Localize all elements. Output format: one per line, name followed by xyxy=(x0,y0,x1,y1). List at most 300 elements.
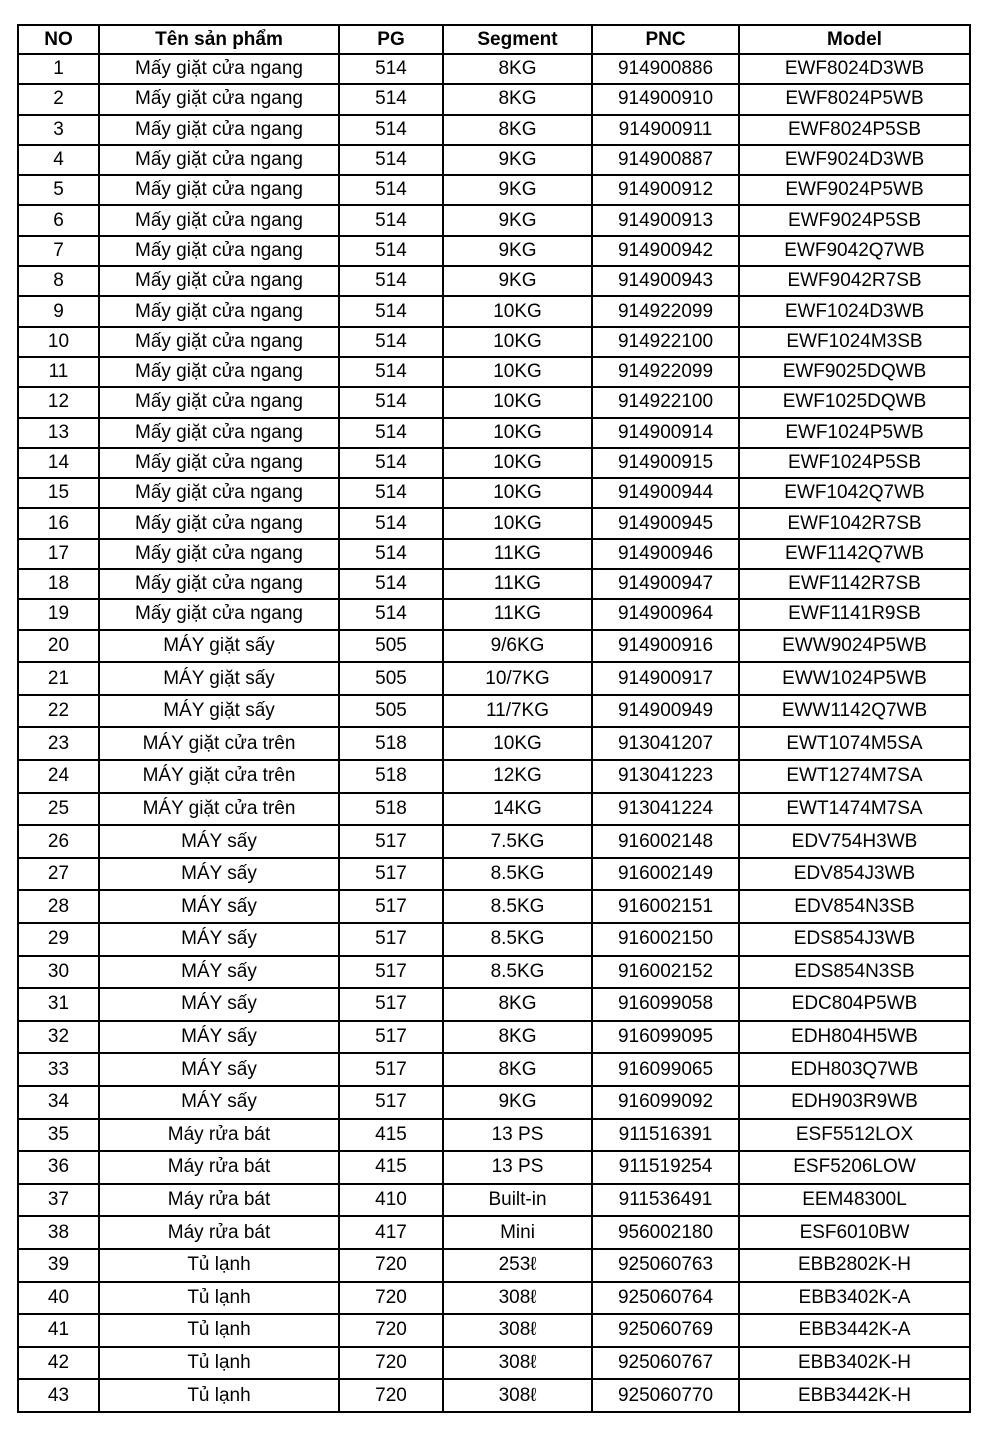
cell-pg: 514 xyxy=(339,418,443,448)
table-row xyxy=(18,923,970,956)
cell-pnc: 916002149 xyxy=(592,858,739,891)
cell-model: EWT1074M5SA xyxy=(739,727,970,760)
cell-model: EDS854N3SB xyxy=(739,956,970,989)
cell-no: 42 xyxy=(18,1347,99,1380)
cell-pnc: 916099058 xyxy=(592,988,739,1021)
cell-pg: 514 xyxy=(339,448,443,478)
cell-no: 20 xyxy=(18,630,99,663)
cell-segment: 10KG xyxy=(443,727,592,760)
table-row xyxy=(18,115,970,145)
cell-no: 34 xyxy=(18,1086,99,1119)
cell-pg: 514 xyxy=(339,145,443,175)
table-row xyxy=(18,1216,970,1249)
table-row xyxy=(18,599,970,629)
cell-pnc: 925060769 xyxy=(592,1314,739,1347)
cell-product-name: Mấy giặt cửa ngang xyxy=(99,539,339,569)
cell-segment: 10KG xyxy=(443,327,592,357)
cell-segment: 10KG xyxy=(443,387,592,417)
table-row xyxy=(18,727,970,760)
table-row xyxy=(18,1053,970,1086)
cell-pg: 505 xyxy=(339,630,443,663)
table-row xyxy=(18,858,970,891)
cell-no: 16 xyxy=(18,508,99,538)
cell-pg: 720 xyxy=(339,1282,443,1315)
header-model: Model xyxy=(739,25,970,54)
cell-model: EWF9042Q7WB xyxy=(739,236,970,266)
cell-segment: 10/7KG xyxy=(443,662,592,695)
cell-product-name: MÁY sấy xyxy=(99,1053,339,1086)
cell-pnc: 914922100 xyxy=(592,387,739,417)
header-row xyxy=(18,25,970,54)
cell-segment: Built-in xyxy=(443,1184,592,1217)
cell-pg: 720 xyxy=(339,1379,443,1412)
cell-no: 39 xyxy=(18,1249,99,1282)
cell-model: EWF9024P5WB xyxy=(739,175,970,205)
cell-segment: 8KG xyxy=(443,1053,592,1086)
cell-pnc: 925060763 xyxy=(592,1249,739,1282)
cell-no: 18 xyxy=(18,569,99,599)
cell-no: 12 xyxy=(18,387,99,417)
cell-model: EDC804P5WB xyxy=(739,988,970,1021)
table-row xyxy=(18,54,970,84)
table-row xyxy=(18,630,970,663)
cell-pnc: 914900916 xyxy=(592,630,739,663)
cell-pnc: 916099065 xyxy=(592,1053,739,1086)
cell-model: EWF9025DQWB xyxy=(739,357,970,387)
cell-product-name: MÁY sấy xyxy=(99,858,339,891)
table-row xyxy=(18,1347,970,1380)
cell-segment: 8.5KG xyxy=(443,956,592,989)
cell-pg: 517 xyxy=(339,956,443,989)
cell-model: EDV854N3SB xyxy=(739,890,970,923)
cell-product-name: Mấy giặt cửa ngang xyxy=(99,508,339,538)
cell-pnc: 956002180 xyxy=(592,1216,739,1249)
cell-no: 43 xyxy=(18,1379,99,1412)
cell-product-name: Mấy giặt cửa ngang xyxy=(99,418,339,448)
cell-pg: 517 xyxy=(339,923,443,956)
cell-pg: 410 xyxy=(339,1184,443,1217)
cell-segment: 308ℓ xyxy=(443,1314,592,1347)
cell-product-name: Mấy giặt cửa ngang xyxy=(99,145,339,175)
cell-model: EWF1142R7SB xyxy=(739,569,970,599)
cell-pg: 517 xyxy=(339,858,443,891)
table-row xyxy=(18,327,970,357)
cell-pnc: 914900915 xyxy=(592,448,739,478)
table-row xyxy=(18,662,970,695)
cell-segment: 9KG xyxy=(443,145,592,175)
cell-product-name: MÁY giặt sấy xyxy=(99,630,339,663)
cell-segment: 8.5KG xyxy=(443,858,592,891)
cell-pnc: 914900947 xyxy=(592,569,739,599)
cell-product-name: MÁY giặt sấy xyxy=(99,695,339,728)
cell-product-name: MÁY giặt sấy xyxy=(99,662,339,695)
cell-pg: 514 xyxy=(339,54,443,84)
cell-pnc: 914900964 xyxy=(592,599,739,629)
cell-model: EBB3402K-A xyxy=(739,1282,970,1315)
cell-no: 21 xyxy=(18,662,99,695)
cell-product-name: Mấy giặt cửa ngang xyxy=(99,387,339,417)
cell-pg: 514 xyxy=(339,478,443,508)
cell-model: EDH803Q7WB xyxy=(739,1053,970,1086)
cell-segment: 11KG xyxy=(443,569,592,599)
cell-model: EWT1274M7SA xyxy=(739,760,970,793)
cell-model: EWW1024P5WB xyxy=(739,662,970,695)
cell-model: ESF5206LOW xyxy=(739,1151,970,1184)
cell-product-name: MÁY giặt cửa trên xyxy=(99,793,339,826)
cell-product-name: Tủ lạnh xyxy=(99,1347,339,1380)
table-row xyxy=(18,448,970,478)
cell-no: 41 xyxy=(18,1314,99,1347)
cell-pnc: 913041223 xyxy=(592,760,739,793)
cell-no: 37 xyxy=(18,1184,99,1217)
cell-product-name: Mấy giặt cửa ngang xyxy=(99,357,339,387)
cell-segment: 9KG xyxy=(443,1086,592,1119)
cell-pg: 720 xyxy=(339,1347,443,1380)
cell-product-name: Mấy giặt cửa ngang xyxy=(99,115,339,145)
cell-pg: 514 xyxy=(339,115,443,145)
cell-segment: 9KG xyxy=(443,236,592,266)
cell-segment: 12KG xyxy=(443,760,592,793)
cell-no: 32 xyxy=(18,1021,99,1054)
table-row xyxy=(18,1314,970,1347)
table-row xyxy=(18,760,970,793)
cell-pg: 514 xyxy=(339,508,443,538)
cell-segment: 8.5KG xyxy=(443,923,592,956)
cell-pg: 514 xyxy=(339,175,443,205)
cell-product-name: MÁY sấy xyxy=(99,988,339,1021)
cell-pnc: 914900945 xyxy=(592,508,739,538)
table-row xyxy=(18,478,970,508)
cell-no: 3 xyxy=(18,115,99,145)
cell-segment: 308ℓ xyxy=(443,1347,592,1380)
cell-model: EDV854J3WB xyxy=(739,858,970,891)
cell-pg: 517 xyxy=(339,890,443,923)
cell-no: 24 xyxy=(18,760,99,793)
table-row xyxy=(18,825,970,858)
cell-no: 4 xyxy=(18,145,99,175)
cell-pnc: 916002148 xyxy=(592,825,739,858)
table-row xyxy=(18,236,970,266)
cell-pg: 415 xyxy=(339,1151,443,1184)
table-row xyxy=(18,296,970,326)
cell-segment: 10KG xyxy=(443,418,592,448)
cell-product-name: Máy rửa bát xyxy=(99,1216,339,1249)
cell-no: 14 xyxy=(18,448,99,478)
cell-model: EWF1142Q7WB xyxy=(739,539,970,569)
cell-pnc: 913041224 xyxy=(592,793,739,826)
cell-pnc: 913041207 xyxy=(592,727,739,760)
cell-pnc: 914900914 xyxy=(592,418,739,448)
cell-pnc: 914922100 xyxy=(592,327,739,357)
cell-no: 36 xyxy=(18,1151,99,1184)
header-segment: Segment xyxy=(443,25,592,54)
cell-product-name: Mấy giặt cửa ngang xyxy=(99,266,339,296)
cell-pg: 517 xyxy=(339,1086,443,1119)
cell-no: 30 xyxy=(18,956,99,989)
table-row xyxy=(18,1379,970,1412)
cell-segment: 11KG xyxy=(443,599,592,629)
cell-segment: 8KG xyxy=(443,988,592,1021)
table-row xyxy=(18,539,970,569)
cell-pg: 517 xyxy=(339,825,443,858)
table-row xyxy=(18,1249,970,1282)
cell-product-name: Mấy giặt cửa ngang xyxy=(99,84,339,114)
cell-segment: 10KG xyxy=(443,296,592,326)
table-row xyxy=(18,988,970,1021)
cell-pnc: 911536491 xyxy=(592,1184,739,1217)
cell-pg: 518 xyxy=(339,793,443,826)
cell-no: 8 xyxy=(18,266,99,296)
cell-product-name: Mấy giặt cửa ngang xyxy=(99,448,339,478)
cell-no: 40 xyxy=(18,1282,99,1315)
cell-product-name: Mấy giặt cửa ngang xyxy=(99,327,339,357)
table-body xyxy=(18,54,970,1412)
cell-pnc: 914900886 xyxy=(592,54,739,84)
table-row xyxy=(18,1119,970,1152)
cell-product-name: MÁY giặt cửa trên xyxy=(99,760,339,793)
cell-model: EBB3402K-H xyxy=(739,1347,970,1380)
cell-pnc: 914900887 xyxy=(592,145,739,175)
cell-product-name: Tủ lạnh xyxy=(99,1314,339,1347)
cell-segment: 14KG xyxy=(443,793,592,826)
cell-segment: 7.5KG xyxy=(443,825,592,858)
cell-model: ESF6010BW xyxy=(739,1216,970,1249)
cell-pnc: 914900944 xyxy=(592,478,739,508)
table-row xyxy=(18,793,970,826)
cell-no: 1 xyxy=(18,54,99,84)
cell-no: 13 xyxy=(18,418,99,448)
cell-no: 22 xyxy=(18,695,99,728)
cell-pg: 518 xyxy=(339,727,443,760)
cell-no: 15 xyxy=(18,478,99,508)
cell-no: 6 xyxy=(18,205,99,235)
cell-segment: 8.5KG xyxy=(443,890,592,923)
cell-product-name: MÁY sấy xyxy=(99,956,339,989)
cell-segment: 11KG xyxy=(443,539,592,569)
table-row xyxy=(18,1086,970,1119)
cell-pnc: 916002150 xyxy=(592,923,739,956)
cell-model: EDH903R9WB xyxy=(739,1086,970,1119)
cell-pg: 514 xyxy=(339,296,443,326)
cell-no: 19 xyxy=(18,599,99,629)
cell-product-name: Máy rửa bát xyxy=(99,1184,339,1217)
table-row xyxy=(18,890,970,923)
cell-segment: 13 PS xyxy=(443,1151,592,1184)
cell-pg: 514 xyxy=(339,266,443,296)
cell-pnc: 916099092 xyxy=(592,1086,739,1119)
cell-no: 7 xyxy=(18,236,99,266)
cell-pnc: 914900913 xyxy=(592,205,739,235)
cell-segment: 8KG xyxy=(443,1021,592,1054)
cell-segment: 10KG xyxy=(443,357,592,387)
cell-model: ESF5512LOX xyxy=(739,1119,970,1152)
cell-model: EWF9024P5SB xyxy=(739,205,970,235)
header-pg: PG xyxy=(339,25,443,54)
cell-no: 27 xyxy=(18,858,99,891)
cell-segment: 308ℓ xyxy=(443,1282,592,1315)
cell-product-name: Máy rửa bát xyxy=(99,1119,339,1152)
cell-pg: 417 xyxy=(339,1216,443,1249)
cell-pnc: 916099095 xyxy=(592,1021,739,1054)
cell-model: EWF8024P5SB xyxy=(739,115,970,145)
cell-pnc: 914900942 xyxy=(592,236,739,266)
table-row xyxy=(18,205,970,235)
cell-no: 9 xyxy=(18,296,99,326)
cell-segment: Mini xyxy=(443,1216,592,1249)
cell-pg: 514 xyxy=(339,569,443,599)
cell-pnc: 914900943 xyxy=(592,266,739,296)
cell-pg: 514 xyxy=(339,236,443,266)
cell-model: EBB3442K-H xyxy=(739,1379,970,1412)
cell-model: EBB2802K-H xyxy=(739,1249,970,1282)
cell-pnc: 925060764 xyxy=(592,1282,739,1315)
cell-segment: 10KG xyxy=(443,508,592,538)
cell-model: EDV754H3WB xyxy=(739,825,970,858)
cell-model: EWF1042Q7WB xyxy=(739,478,970,508)
cell-product-name: Mấy giặt cửa ngang xyxy=(99,175,339,205)
table-row xyxy=(18,357,970,387)
table-row xyxy=(18,695,970,728)
cell-model: EDH804H5WB xyxy=(739,1021,970,1054)
product-table xyxy=(17,24,971,1413)
cell-segment: 9KG xyxy=(443,175,592,205)
cell-segment: 9KG xyxy=(443,266,592,296)
cell-pg: 514 xyxy=(339,599,443,629)
cell-pg: 518 xyxy=(339,760,443,793)
cell-segment: 11/7KG xyxy=(443,695,592,728)
cell-no: 25 xyxy=(18,793,99,826)
cell-pnc: 911519254 xyxy=(592,1151,739,1184)
cell-product-name: MÁY sấy xyxy=(99,923,339,956)
cell-pg: 415 xyxy=(339,1119,443,1152)
cell-product-name: Mấy giặt cửa ngang xyxy=(99,236,339,266)
table-row xyxy=(18,84,970,114)
cell-pg: 514 xyxy=(339,84,443,114)
cell-model: EWF1042R7SB xyxy=(739,508,970,538)
cell-model: EWF1141R9SB xyxy=(739,599,970,629)
cell-no: 38 xyxy=(18,1216,99,1249)
cell-segment: 308ℓ xyxy=(443,1379,592,1412)
cell-pnc: 914900949 xyxy=(592,695,739,728)
table-row xyxy=(18,1282,970,1315)
cell-segment: 9/6KG xyxy=(443,630,592,663)
cell-product-name: Mấy giặt cửa ngang xyxy=(99,478,339,508)
cell-no: 29 xyxy=(18,923,99,956)
cell-pnc: 916002151 xyxy=(592,890,739,923)
cell-segment: 13 PS xyxy=(443,1119,592,1152)
cell-pnc: 914900912 xyxy=(592,175,739,205)
cell-no: 17 xyxy=(18,539,99,569)
cell-product-name: Mấy giặt cửa ngang xyxy=(99,54,339,84)
cell-model: EWF1025DQWB xyxy=(739,387,970,417)
cell-model: EWF1024P5SB xyxy=(739,448,970,478)
cell-pnc: 911516391 xyxy=(592,1119,739,1152)
cell-pnc: 914922099 xyxy=(592,357,739,387)
cell-model: EBB3442K-A xyxy=(739,1314,970,1347)
cell-pnc: 914900917 xyxy=(592,662,739,695)
table-row xyxy=(18,387,970,417)
cell-pg: 505 xyxy=(339,662,443,695)
cell-pg: 505 xyxy=(339,695,443,728)
cell-segment: 10KG xyxy=(443,478,592,508)
cell-no: 33 xyxy=(18,1053,99,1086)
cell-no: 10 xyxy=(18,327,99,357)
cell-model: EWT1474M7SA xyxy=(739,793,970,826)
cell-model: EEM48300L xyxy=(739,1184,970,1217)
cell-no: 2 xyxy=(18,84,99,114)
table-row xyxy=(18,175,970,205)
cell-no: 11 xyxy=(18,357,99,387)
cell-product-name: Tủ lạnh xyxy=(99,1379,339,1412)
cell-no: 35 xyxy=(18,1119,99,1152)
cell-model: EWF1024D3WB xyxy=(739,296,970,326)
cell-product-name: Tủ lạnh xyxy=(99,1282,339,1315)
table-row xyxy=(18,508,970,538)
cell-pnc: 914900910 xyxy=(592,84,739,114)
table-row xyxy=(18,1021,970,1054)
header-no: NO xyxy=(18,25,99,54)
cell-no: 23 xyxy=(18,727,99,760)
cell-product-name: MÁY giặt cửa trên xyxy=(99,727,339,760)
cell-pg: 720 xyxy=(339,1249,443,1282)
cell-model: EWW1142Q7WB xyxy=(739,695,970,728)
cell-segment: 9KG xyxy=(443,205,592,235)
cell-model: EWF8024P5WB xyxy=(739,84,970,114)
cell-model: EWF9024D3WB xyxy=(739,145,970,175)
table-row xyxy=(18,145,970,175)
cell-no: 5 xyxy=(18,175,99,205)
cell-pg: 517 xyxy=(339,988,443,1021)
cell-model: EWF1024M3SB xyxy=(739,327,970,357)
cell-model: EWF8024D3WB xyxy=(739,54,970,84)
cell-pg: 514 xyxy=(339,327,443,357)
cell-product-name: MÁY sấy xyxy=(99,1086,339,1119)
cell-product-name: Mấy giặt cửa ngang xyxy=(99,599,339,629)
cell-product-name: Máy rửa bát xyxy=(99,1151,339,1184)
table-row xyxy=(18,418,970,448)
cell-pg: 514 xyxy=(339,357,443,387)
cell-pg: 514 xyxy=(339,387,443,417)
table-row xyxy=(18,569,970,599)
cell-no: 26 xyxy=(18,825,99,858)
cell-product-name: MÁY sấy xyxy=(99,1021,339,1054)
cell-product-name: MÁY sấy xyxy=(99,825,339,858)
cell-model: EWF9042R7SB xyxy=(739,266,970,296)
cell-pnc: 925060767 xyxy=(592,1347,739,1380)
header-product-name: Tên sản phẩm xyxy=(99,25,339,54)
cell-pg: 517 xyxy=(339,1021,443,1054)
table-row xyxy=(18,266,970,296)
cell-product-name: Mấy giặt cửa ngang xyxy=(99,205,339,235)
cell-segment: 8KG xyxy=(443,84,592,114)
cell-product-name: Mấy giặt cửa ngang xyxy=(99,569,339,599)
cell-no: 31 xyxy=(18,988,99,1021)
cell-segment: 8KG xyxy=(443,115,592,145)
cell-pg: 720 xyxy=(339,1314,443,1347)
cell-pnc: 914922099 xyxy=(592,296,739,326)
cell-model: EWF1024P5WB xyxy=(739,418,970,448)
table-row xyxy=(18,956,970,989)
table-row xyxy=(18,1184,970,1217)
cell-no: 28 xyxy=(18,890,99,923)
cell-segment: 8KG xyxy=(443,54,592,84)
cell-pnc: 914900946 xyxy=(592,539,739,569)
table-row xyxy=(18,1151,970,1184)
cell-pnc: 925060770 xyxy=(592,1379,739,1412)
cell-segment: 10KG xyxy=(443,448,592,478)
cell-model: EWW9024P5WB xyxy=(739,630,970,663)
cell-pnc: 914900911 xyxy=(592,115,739,145)
